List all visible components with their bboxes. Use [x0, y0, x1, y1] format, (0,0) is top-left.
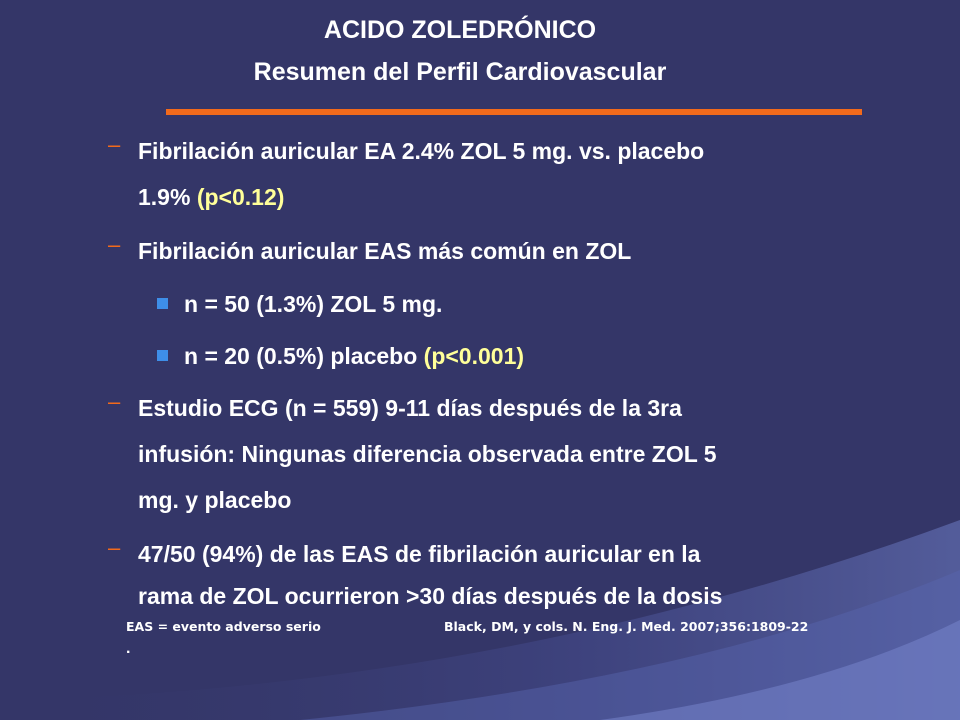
- bullet-4-line-2: rama de ZOL ocurrieron >30 días después de la dosis: [138, 583, 723, 609]
- citation: Black, DM, y cols. N. Eng. J. Med. 2007;356:1809-22: [444, 619, 809, 634]
- abbreviation-note: EAS = evento adverso serio: [126, 619, 321, 634]
- sub-bullet-2-text: n = 20 (0.5%) placebo: [184, 343, 424, 369]
- bullet-4-line-1: 47/50 (94%) de las EAS de fibrilación auricular en la: [138, 541, 701, 567]
- bullet-dash: –: [108, 132, 121, 157]
- footer-dot: .: [126, 640, 131, 657]
- bullet-3-line-1: Estudio ECG (n = 559) 9-11 días después de la 3ra: [138, 395, 682, 421]
- p-value-highlight: (p<0.12): [196, 184, 285, 210]
- bullet-3-line-2: infusión: Ningunas diferencia observada entre ZOL 5: [138, 441, 717, 467]
- bullet-2-line-1: Fibrilación auricular EAS más común en ZOL: [138, 238, 632, 264]
- slide-title: ACIDO ZOLEDRÓNICO: [323, 16, 597, 44]
- square-bullet-icon: [157, 350, 168, 361]
- sub-bullet-2: [184, 333, 524, 379]
- bullet-1-line-1: Fibrilación auricular EA 2.4% ZOL 5 mg. vs. placebo: [138, 138, 705, 164]
- bullet-dash: –: [108, 535, 121, 560]
- title-divider: [166, 109, 862, 115]
- slide-subtitle: Resumen del Perfil Cardiovascular: [253, 58, 667, 86]
- sub-bullet-1: n = 50 (1.3%) ZOL 5 mg.: [184, 291, 443, 317]
- bullet-3-line-3: mg. y placebo: [138, 487, 292, 513]
- bullet-dash: –: [108, 232, 121, 257]
- p-value-highlight: (p<0.001): [423, 343, 525, 369]
- bullet-dash: –: [108, 389, 121, 414]
- bullet-1-text: 1.9%: [138, 184, 197, 210]
- bullet-1-line-2: [138, 174, 284, 220]
- square-bullet-icon: [157, 298, 168, 309]
